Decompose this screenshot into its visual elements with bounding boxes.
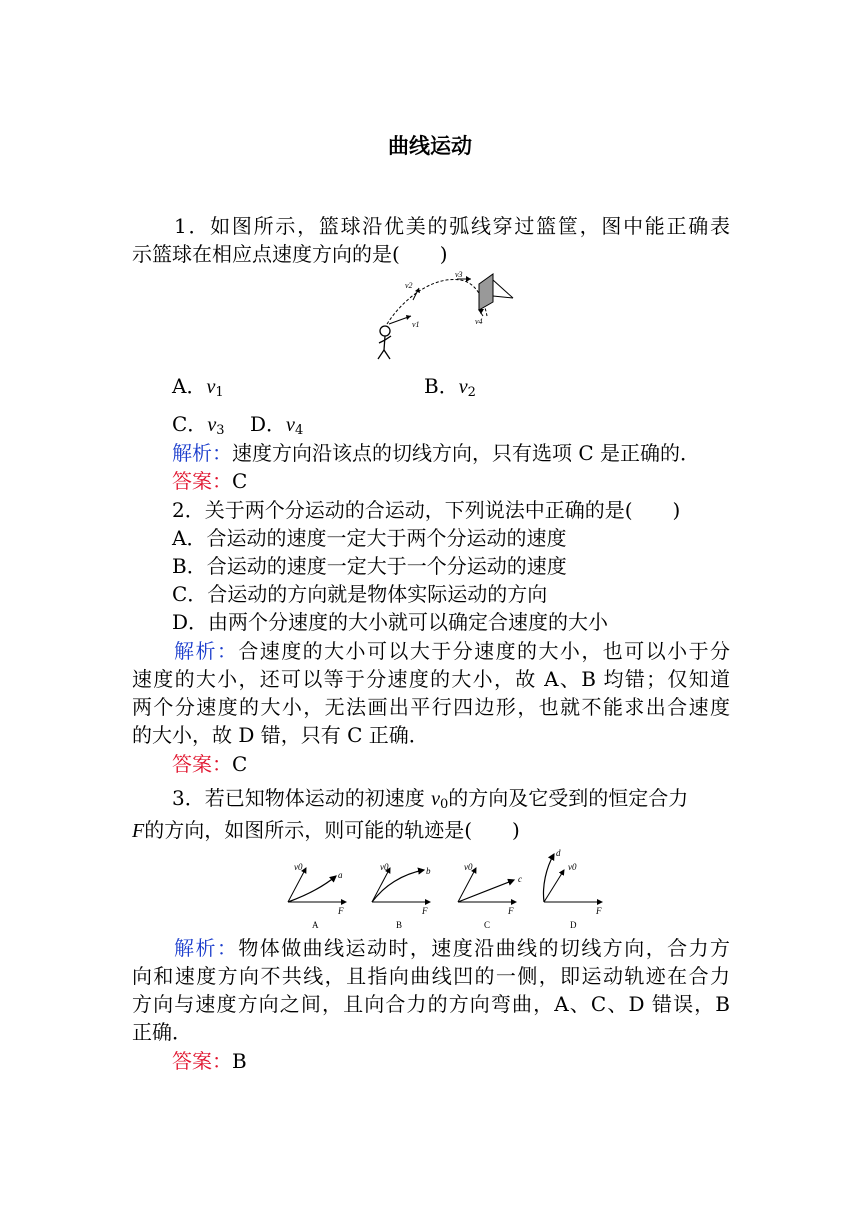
q1-analysis: 解析：速度方向沿该点的切线方向，只有选项 C 是正确的． — [172, 441, 701, 465]
basketball-figure — [365, 266, 525, 366]
q1-answer: 答案：C — [172, 469, 248, 493]
q3-answer: 答案：B — [172, 1049, 247, 1073]
fig-a-force: F — [338, 906, 344, 916]
figure-d — [543, 848, 602, 930]
fig-d-v0: v0 — [568, 862, 577, 872]
fig-label-v3: v3 — [455, 270, 463, 279]
q2-stem: 2．关于两个分运动的合运动，下列说法中正确的是( ) — [172, 498, 681, 522]
fig-label-v1: v1 — [412, 320, 420, 329]
q3-analysis-line2: 向和速度方向不共线，且指向曲线凹的一侧，即运动轨迹在合力 — [132, 964, 730, 988]
q1-stem-line2: 示篮球在相应点速度方向的是( ) — [132, 242, 448, 266]
q2-option-a: A．合运动的速度一定大于两个分运动的速度 — [172, 526, 567, 550]
q2-option-b: B．合运动的速度一定大于一个分运动的速度 — [172, 554, 567, 578]
fig-a-label: A — [312, 920, 319, 930]
trajectory-figures — [280, 846, 616, 936]
q1-stem-line1: 1．如图所示，篮球沿优美的弧线穿过篮筐，图中能正确表 — [174, 214, 730, 238]
q3-analysis-line4: 正确． — [132, 1020, 192, 1044]
fig-c-force: F — [508, 906, 514, 916]
q1-option-b: B．$v_2$ — [424, 374, 476, 400]
fig-d-force: F — [596, 906, 602, 916]
q2-option-c: C．合运动的方向就是物体实际运动的方向 — [172, 582, 548, 606]
q3-analysis-line1: 解析：物体做曲线运动时，速度沿曲线的切线方向，合力方 — [174, 936, 731, 960]
q1-option-c: C．$v_3$ — [172, 412, 225, 438]
q2-analysis-line2: 速度的大小，还可以等于分速度的大小，故 A、B 均错；仅知道 — [132, 667, 730, 691]
q1-option-d: D．$v_4$ — [250, 412, 304, 438]
q3-stem-line2: F的方向，如图所示，则可能的轨迹是( ) — [132, 818, 520, 842]
page-title: 曲线运动 — [388, 134, 472, 158]
fig-b-curve: b — [426, 866, 431, 876]
fig-a-v0: v0 — [294, 862, 303, 872]
q2-answer: 答案：C — [172, 752, 248, 776]
q1-option-a: A．$v_1$ — [172, 374, 224, 400]
q2-analysis-line4: 的大小，故 D 错，只有 C 正确． — [132, 723, 429, 747]
fig-c-v0: v0 — [464, 862, 473, 872]
q3-analysis-line3: 方向与速度方向之间，且向合力的方向弯曲，A、C、D 错误，B — [132, 992, 730, 1016]
fig-d-curve: d — [556, 848, 561, 858]
figure-a — [288, 862, 346, 930]
fig-b-label: B — [396, 920, 403, 930]
q2-option-d: D．由两个分速度的大小就可以确定合速度的大小 — [172, 610, 609, 634]
q3-stem-line1: 3．若已知物体运动的初速度 $v_0$的方向及它受到的恒定合力 — [172, 786, 689, 812]
fig-label-v4: v4 — [475, 317, 483, 326]
figure-c — [458, 862, 522, 930]
q2-analysis-line1: 解析：合速度的大小可以大于分速度的大小，也可以小于分 — [174, 639, 731, 663]
fig-c-curve: c — [518, 874, 522, 884]
fig-d-label: D — [570, 920, 577, 930]
fig-b-v0: v0 — [380, 862, 389, 872]
fig-b-force: F — [422, 906, 428, 916]
fig-c-label: C — [484, 920, 491, 930]
figure-b — [372, 862, 431, 930]
fig-label-v2: v2 — [405, 281, 413, 290]
fig-a-curve: a — [338, 870, 343, 880]
q2-analysis-line3: 两个分速度的大小，无法画出平行四边形，也就不能求出合速度 — [132, 695, 730, 719]
